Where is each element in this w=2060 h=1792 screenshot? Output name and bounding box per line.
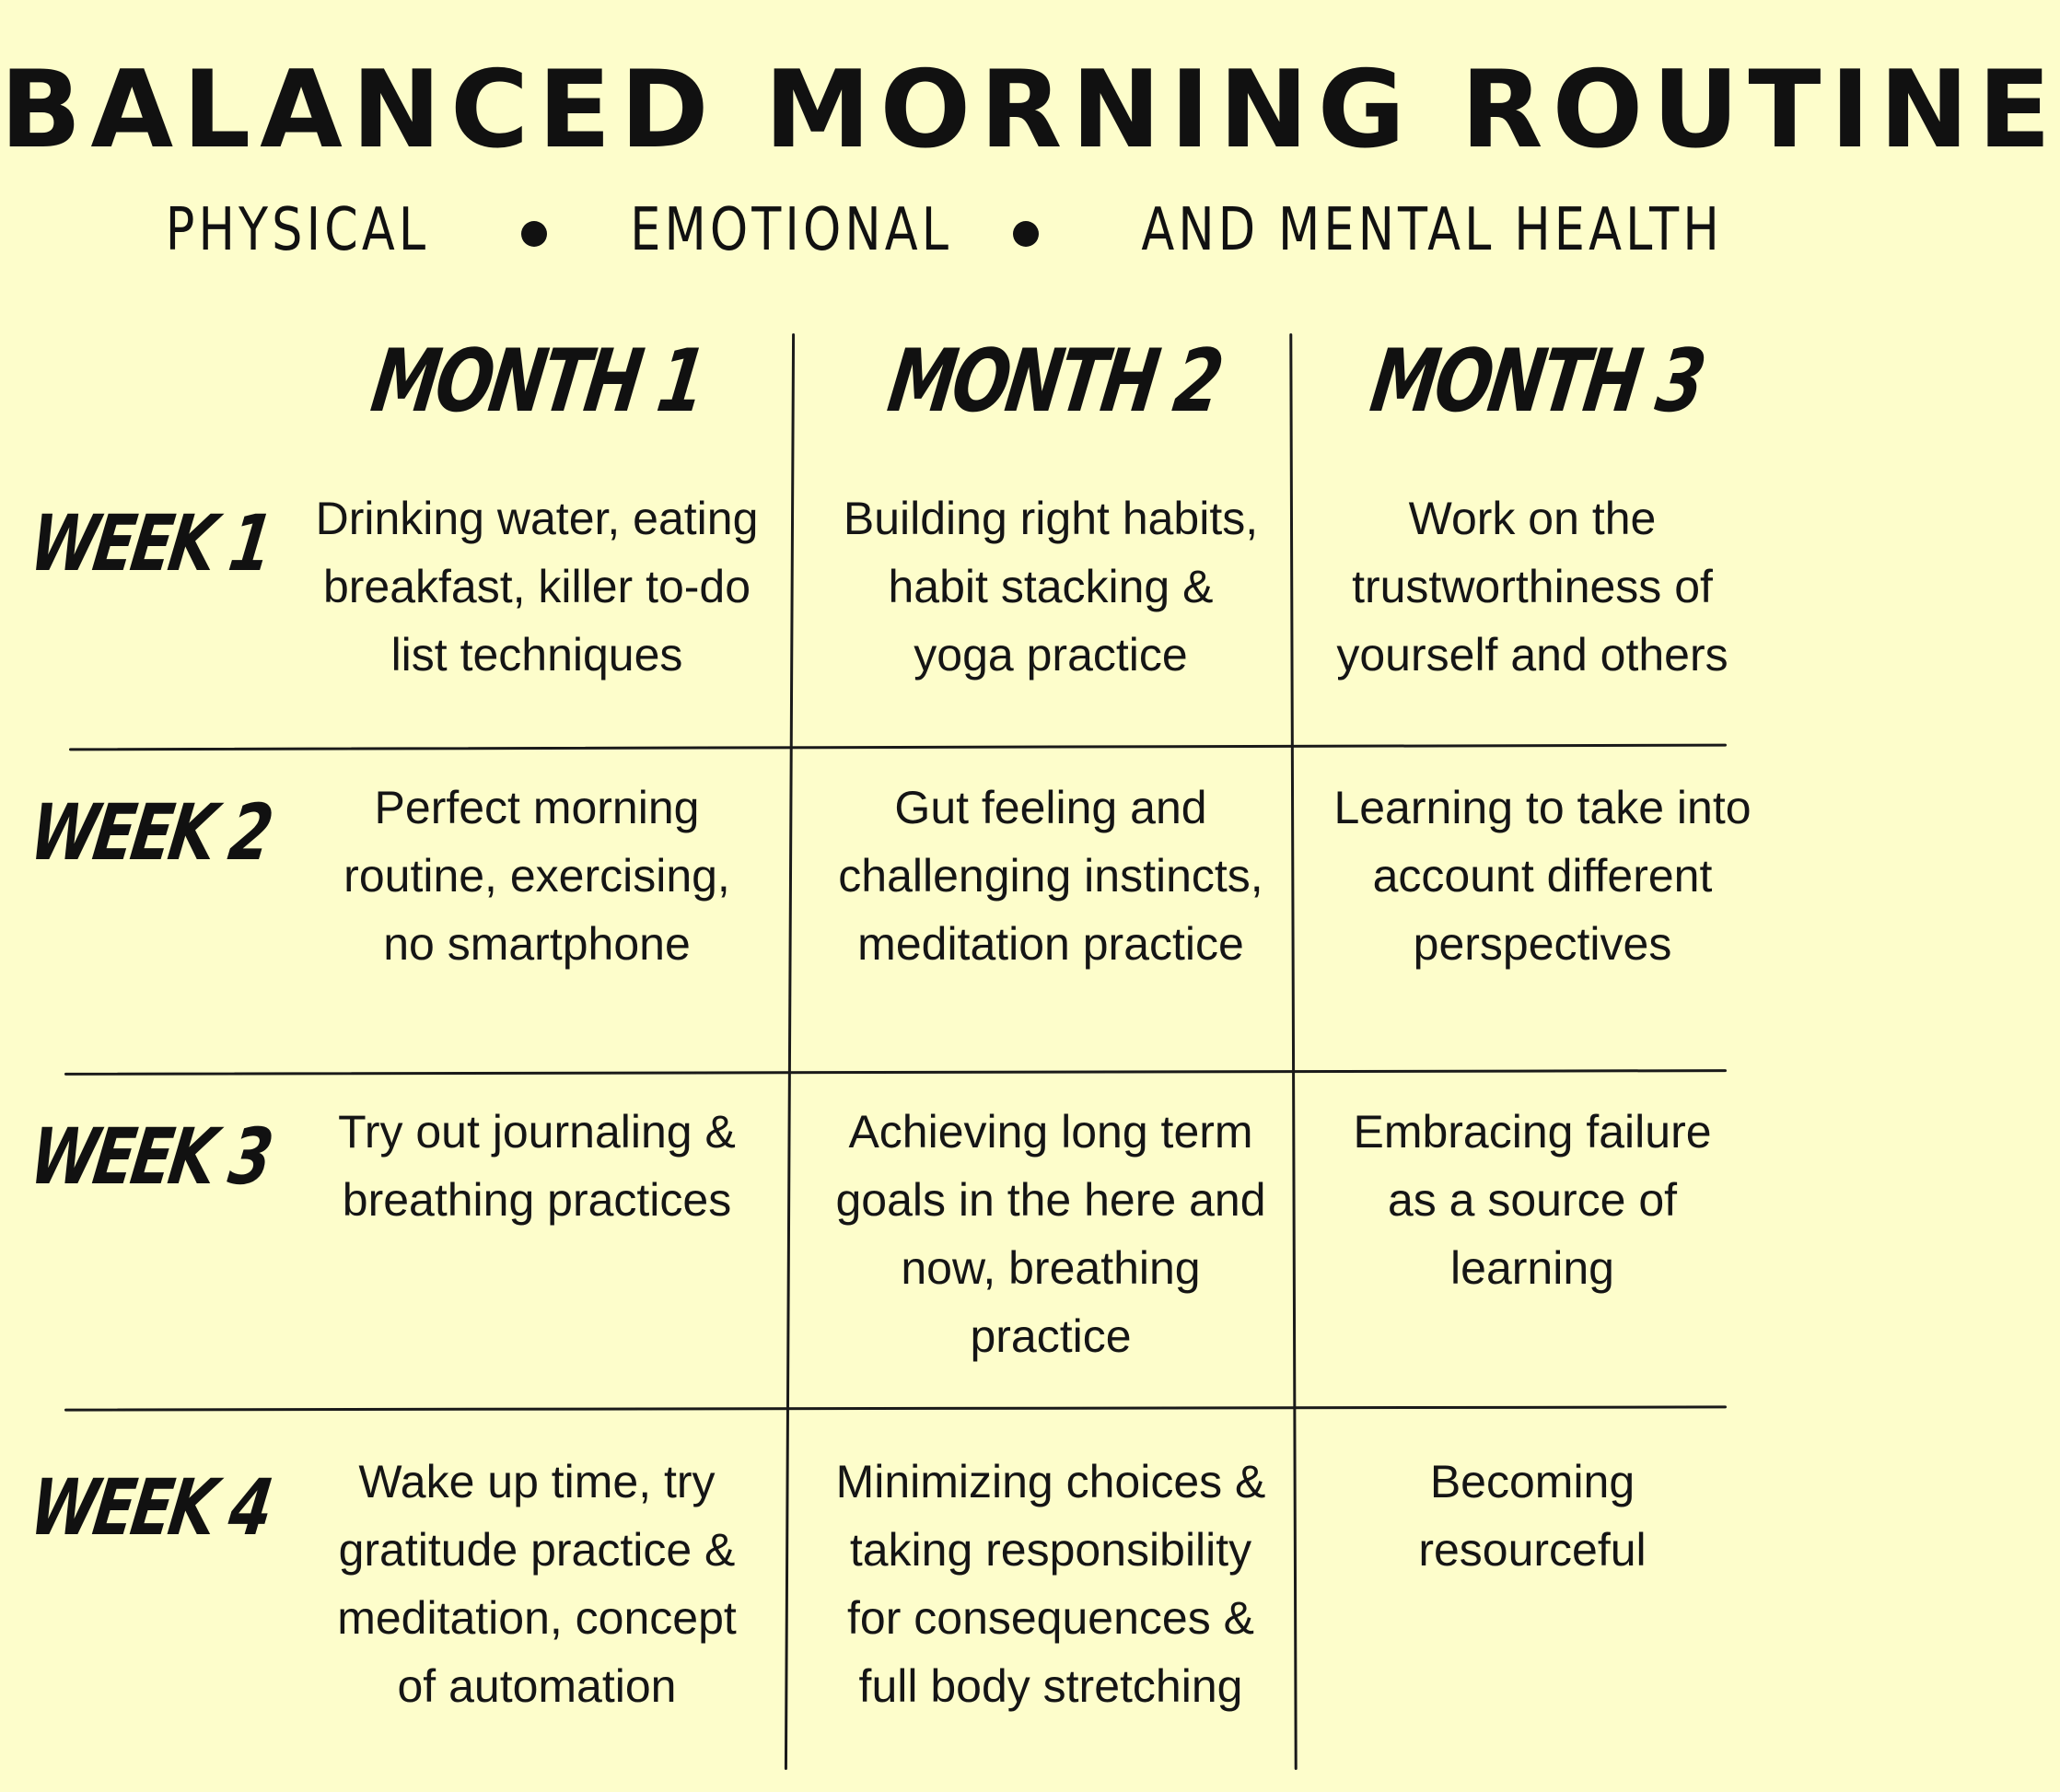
cell-line: account different xyxy=(1372,850,1713,902)
cell-line: meditation practice xyxy=(857,918,1244,970)
cell-line: habit stacking & xyxy=(888,561,1214,612)
cell-line: breathing practices xyxy=(342,1174,732,1226)
cell-line: yourself and others xyxy=(1336,629,1728,681)
cell-line: Achieving long term xyxy=(848,1106,1253,1158)
cell-line: Wake up time, try xyxy=(358,1456,716,1507)
cell-line: Gut feeling and xyxy=(894,782,1207,833)
cell-line: no smartphone xyxy=(383,918,691,970)
cell-week1-month3 xyxy=(1302,484,1763,689)
cell-week3-month1 xyxy=(307,1098,767,1234)
column-divider xyxy=(785,333,795,1770)
cell-line: trustworthiness of xyxy=(1352,561,1713,612)
cell-line: breakfast, killer to-do xyxy=(322,561,751,612)
cell-week4-month1 xyxy=(307,1448,767,1720)
cell-week2-month3 xyxy=(1312,774,1773,978)
column-header-month-3: MONTH 3 xyxy=(1365,332,1708,432)
cell-line: practice xyxy=(970,1310,1132,1362)
row-divider xyxy=(64,1405,1727,1411)
cell-line: Learning to take into xyxy=(1333,782,1752,833)
row-header-week-2: WEEK 2 xyxy=(25,787,275,878)
cell-line: Drinking water, eating xyxy=(315,493,759,544)
cell-week4-month2 xyxy=(821,1448,1281,1720)
cell-line: for consequences & xyxy=(847,1592,1254,1644)
cell-week3-month3 xyxy=(1302,1098,1763,1302)
bullet-dot-icon xyxy=(1013,221,1039,247)
cell-line: Becoming xyxy=(1429,1456,1635,1507)
cell-week2-month1 xyxy=(307,774,767,978)
cell-line: Building right habits, xyxy=(843,493,1259,544)
subtitle-emotional: EMOTIONAL xyxy=(630,196,953,264)
cell-line: Perfect morning xyxy=(374,782,700,833)
cell-line: perspectives xyxy=(1413,918,1672,970)
cell-line: of automation xyxy=(397,1660,677,1712)
row-header-week-4: WEEK 4 xyxy=(25,1462,275,1553)
cell-line: full body stretching xyxy=(858,1660,1243,1712)
page-title: BALANCED MORNING ROUTINE xyxy=(0,48,2060,172)
cell-line: Work on the xyxy=(1408,493,1657,544)
cell-line: challenging instincts, xyxy=(838,850,1263,902)
cell-line: goals in the here and xyxy=(835,1174,1266,1226)
cell-line: learning xyxy=(1450,1242,1614,1294)
cell-line: routine, exercising, xyxy=(343,850,730,902)
cell-line: as a source of xyxy=(1387,1174,1678,1226)
cell-line: now, breathing xyxy=(901,1242,1201,1294)
subtitle-physical: PHYSICAL xyxy=(165,196,430,264)
cell-line: gratitude practice & xyxy=(338,1524,736,1576)
cell-week4-month3 xyxy=(1302,1448,1763,1584)
cell-line: list techniques xyxy=(390,629,683,681)
row-divider xyxy=(64,1069,1727,1076)
row-divider xyxy=(69,744,1727,751)
cell-week1-month1 xyxy=(307,484,767,689)
cell-line: Embracing failure xyxy=(1353,1106,1712,1158)
column-header-month-2: MONTH 2 xyxy=(882,332,1226,432)
cell-line: meditation, concept xyxy=(337,1592,737,1644)
cell-week1-month2 xyxy=(821,484,1281,689)
cell-line: Try out journaling & xyxy=(338,1106,736,1158)
cell-line: yoga practice xyxy=(914,629,1188,681)
cell-line: taking responsibility xyxy=(849,1524,1252,1576)
row-header-week-1: WEEK 1 xyxy=(25,498,275,588)
cell-week3-month2 xyxy=(821,1098,1281,1370)
cell-week2-month2 xyxy=(821,774,1281,978)
subtitle-mental-health: AND MENTAL HEALTH xyxy=(1141,196,1723,264)
bullet-dot-icon xyxy=(521,221,547,247)
cell-line: resourceful xyxy=(1418,1524,1647,1576)
column-header-month-1: MONTH 1 xyxy=(366,332,709,432)
column-divider xyxy=(1289,333,1297,1770)
cell-line: Minimizing choices & xyxy=(835,1456,1266,1507)
row-header-week-3: WEEK 3 xyxy=(25,1111,275,1202)
